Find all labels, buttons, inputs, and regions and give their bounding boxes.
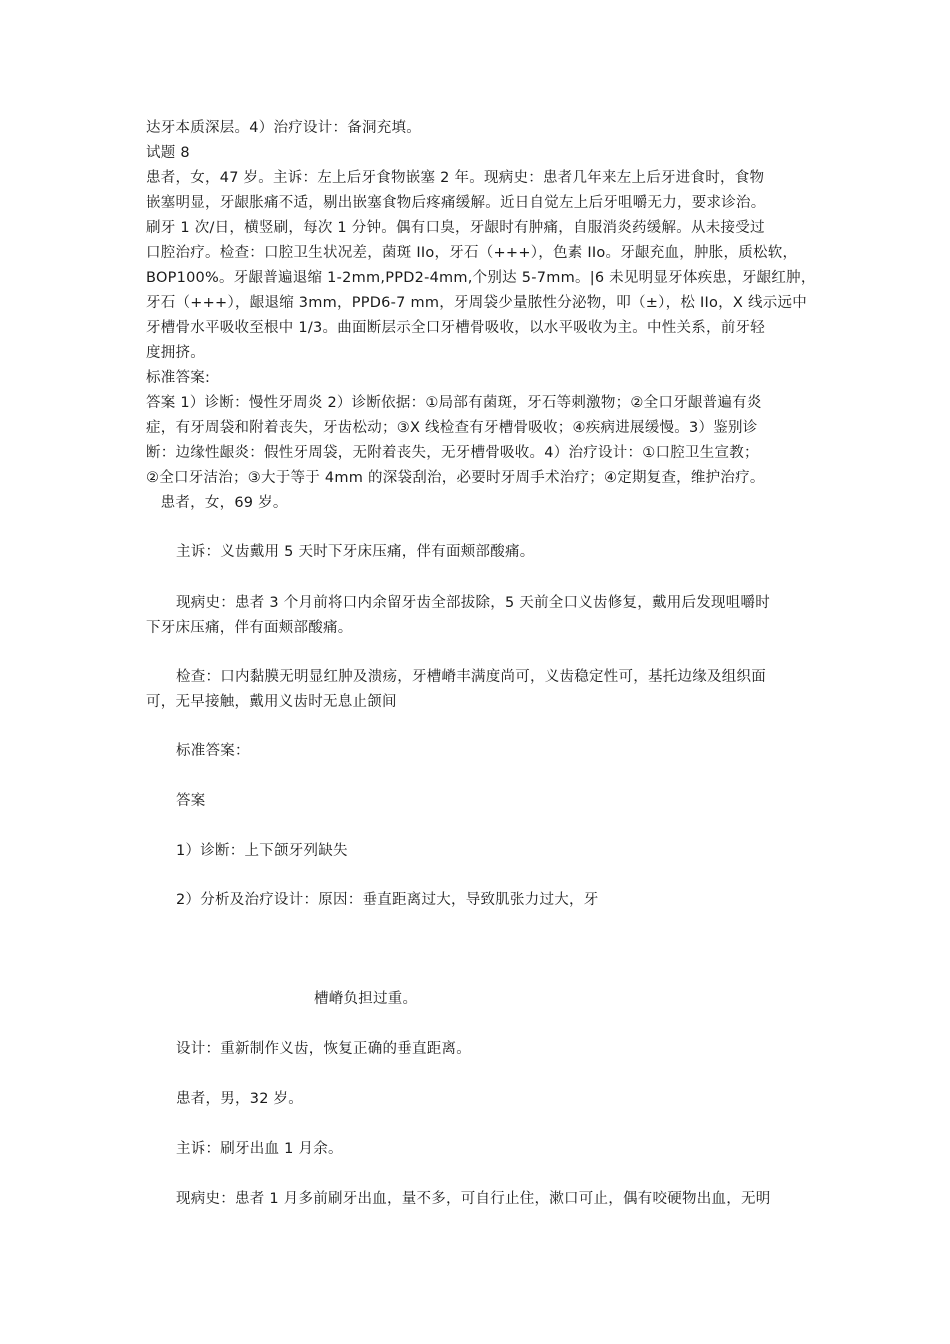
- text-line: 口腔治疗。检查：口腔卫生状况差，菌斑 IIo，牙石（+++），色素 IIo。牙龈充血，肿胀，质松软，: [146, 245, 798, 261]
- patient-text: 患者，男，32 岁。: [176, 1091, 304, 1107]
- text-line: 断：边缘性龈炎：假性牙周袋，无附着丧失，无牙槽骨吸收。4）治疗设计：①口腔卫生宣教；: [146, 445, 759, 461]
- text-line: 患者，女，47 岁。主诉：左上后牙食物嵌塞 2 年。现病史：患者几年来左上后牙进食时，食物: [146, 170, 765, 186]
- text-line: 嵌塞明显，牙龈胀痛不适，剔出嵌塞食物后疼痛缓解。近日自觉左上后牙咀嚼无力，要求诊治。: [146, 195, 766, 211]
- design-text: 设计：重新制作义齿，恢复正确的垂直距离。: [176, 1041, 471, 1057]
- text-line: 牙石（+++），龈退缩 3mm，PPD6-7 mm，牙周袋少量脓性分泌物，叩（±），松 IIo，X 线示远中: [146, 295, 807, 311]
- analysis-text-cont: 槽嵴负担过重。: [314, 991, 418, 1007]
- exam-text: 检查：口内黏膜无明显红肿及溃疡，牙槽嵴丰满度尚可，义齿稳定性可，基托边缘及组织面: [176, 669, 766, 685]
- history-text-cont: 下牙床压痛，伴有面颊部酸痛。: [146, 620, 353, 636]
- text-line: 达牙本质深层。4）治疗设计：备洞充填。: [146, 120, 421, 136]
- answer-heading: 标准答案:: [146, 370, 211, 386]
- answer-label: 答案: [176, 793, 206, 809]
- text-line: 患者，女，69 岁。: [146, 495, 288, 511]
- text-line: 症，有牙周袋和附着丧失，牙齿松动；③X 线检查有牙槽骨吸收；④疾病进展缓慢。3）鉴别诊: [146, 420, 758, 436]
- text-line: 度拥挤。: [146, 345, 205, 361]
- complaint-text: 主诉：刷牙出血 1 月余。: [176, 1141, 343, 1157]
- text-line: 刷牙 1 次/日，横竖刷，每次 1 分钟。偶有口臭，牙龈时有肿痛，自服消炎药缓解。从未接受过: [146, 220, 765, 236]
- text-line: 牙槽骨水平吸收至根中 1/3。曲面断层示全口牙槽骨吸收，以水平吸收为主。中性关系，前牙轻: [146, 320, 765, 336]
- text-line: BOP100%。牙龈普遍退缩 1-2mm,PPD2-4mm,个别达 5-7mm。|6 未见明显牙体疾患，牙龈红肿，: [146, 270, 816, 286]
- diagnosis-text: 1）诊断：上下颌牙列缺失: [176, 843, 348, 859]
- question-heading: 试题 8: [146, 145, 190, 161]
- text-line: 答案 1）诊断：慢性牙周炎 2）诊断依据：①局部有菌斑，牙石等刺激物；②全口牙龈普遍有炎: [146, 395, 762, 411]
- exam-text-cont: 可，无早接触，戴用义齿时无息止颌间: [146, 694, 397, 710]
- history-text: 现病史：患者 3 个月前将口内余留牙齿全部拔除，5 天前全口义齿修复，戴用后发现咀嚼时: [176, 595, 771, 611]
- text-line: ②全口牙洁治；③大于等于 4mm 的深袋刮治，必要时牙周手术治疗；④定期复查，维护治疗。: [146, 470, 765, 486]
- complaint-text: 主诉：义齿戴用 5 天时下牙床压痛，伴有面颊部酸痛。: [176, 544, 535, 560]
- standard-answer-heading: 标准答案：: [176, 743, 250, 759]
- analysis-text: 2）分析及治疗设计：原因：垂直距离过大，导致肌张力过大，牙: [176, 892, 599, 908]
- history-text: 现病史：患者 1 月多前刷牙出血，量不多，可自行止住，漱口可止，偶有咬硬物出血，无明: [176, 1191, 771, 1207]
